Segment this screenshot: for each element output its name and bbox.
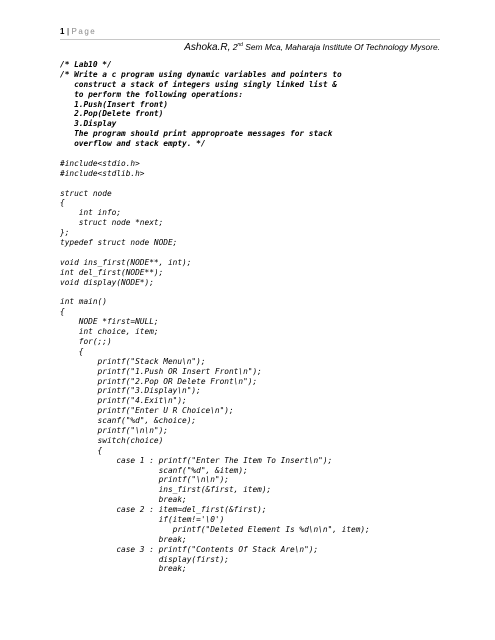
code-line: { (60, 198, 65, 208)
page-separator: | (66, 27, 70, 36)
code-line: int info; (60, 208, 122, 218)
code-line: printf("Deleted Element Is %d\n\n", item); (60, 524, 370, 534)
code-line: printf("\n\n"); (60, 475, 229, 485)
code-line: { (60, 307, 65, 317)
code-line: int choice, item; (60, 327, 159, 337)
code-line: printf("4.Exit\n"); (60, 396, 187, 406)
code-line: to perform the following operations: (60, 89, 244, 99)
code-line: construct a stack of integers using singly linked list & (60, 79, 337, 89)
code-line: if(item!='\0') (60, 514, 225, 524)
code-line: 1.Push(Insert front) (60, 99, 168, 109)
code-line: struct node (60, 188, 112, 198)
code-line: scanf("%d", &choice); (60, 416, 197, 426)
code-line: display(first); (60, 554, 229, 564)
author-affiliation: Sem Mca, Maharaja Institute Of Technology Mysore. (245, 42, 440, 52)
sem-number: 2 (232, 42, 238, 52)
code-line: case 3 : printf("Contents Of Stack Are\n"); (60, 544, 319, 554)
code-line: #include<stdio.h> (60, 158, 140, 168)
code-listing (60, 60, 370, 574)
code-line (60, 179, 370, 189)
code-line: void ins_first(NODE**, int); (60, 257, 192, 267)
code-line: #include<stdlib.h> (60, 168, 145, 178)
code-line: printf("1.Push OR Insert Front\n"); (60, 366, 262, 376)
code-line: ins_first(&first, item); (60, 485, 272, 495)
code-line: int del_first(NODE**); (60, 267, 164, 277)
sem-suffix: nd (237, 42, 243, 49)
author-name: Ashoka.R, (184, 42, 231, 53)
code-line: printf("Enter U R Choice\n"); (60, 406, 234, 416)
author-line (184, 42, 440, 53)
code-line: for(;;) (60, 336, 112, 346)
code-line: int main() (60, 297, 107, 307)
code-line: }; (60, 228, 70, 238)
code-line: void display(NODE*); (60, 277, 154, 287)
code-line (60, 149, 370, 159)
code-line: /* Lab10 */ (60, 60, 112, 69)
code-line: 3.Display (60, 119, 117, 129)
code-line: { (60, 445, 103, 455)
page-number: 1 (60, 27, 65, 36)
header-rule (60, 39, 440, 40)
code-line: switch(choice) (60, 435, 164, 445)
code-line: typedef struct node NODE; (60, 238, 178, 248)
code-line: The program should print approproate messages for stack (60, 129, 333, 139)
code-line: printf("\n\n"); (60, 425, 168, 435)
code-line: printf("Stack Menu\n"); (60, 356, 206, 366)
code-line: NODE *first=NULL; (60, 317, 159, 327)
code-line: printf("2.Pop OR Delete Front\n"); (60, 376, 258, 386)
code-line: break; (60, 564, 187, 574)
code-line (60, 287, 370, 297)
code-line: overflow and stack empty. */ (60, 139, 206, 149)
code-line: break; (60, 495, 187, 505)
code-line: /* Write a c program using dynamic variables and pointers to (60, 69, 342, 79)
page-number-label (60, 27, 96, 36)
code-line: printf("3.Display\n"); (60, 386, 201, 396)
code-line: scanf("%d", &item); (60, 465, 248, 475)
code-line: { (60, 346, 84, 356)
code-line: 2.Pop(Delete front) (60, 109, 164, 119)
code-line: break; (60, 534, 187, 544)
code-line: case 2 : item=del_first(&first); (60, 505, 267, 515)
code-line (60, 248, 370, 258)
page-word: Page (71, 27, 97, 36)
code-line: struct node *next; (60, 218, 164, 228)
code-line: case 1 : printf("Enter The Item To Insert\n"); (60, 455, 333, 465)
